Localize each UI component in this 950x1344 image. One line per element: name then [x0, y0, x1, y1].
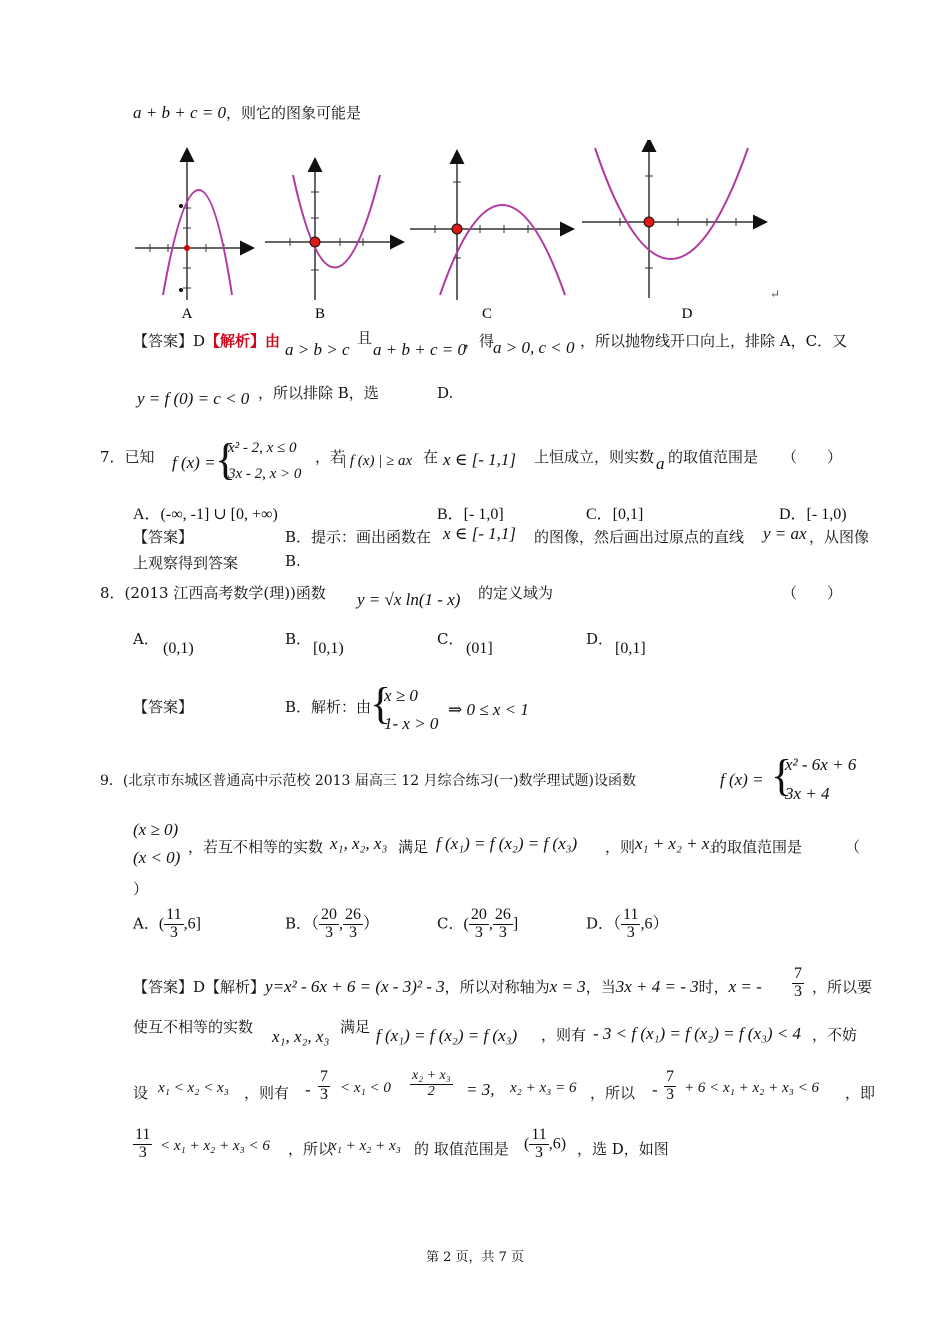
q9-answer-line4e: 的 取值范围是	[414, 1140, 509, 1158]
q9-answer-eq: f (x₁) = f (x₂) = f (x₃)	[376, 1026, 518, 1045]
q9-option-c: C．( $\frac{20}{3}$ , $\frac{26}{3}$ ]	[437, 906, 519, 941]
q9-answer-line2c: ，则有	[541, 1026, 587, 1044]
q9-cond2: (x < 0)	[133, 848, 181, 867]
q9-answer-order: x₁ < x₂ < x₃	[158, 1080, 229, 1096]
q8-rest: 的定义域为	[478, 584, 554, 602]
q7-option-a: A．(-∞, -1] ∪ [0, +∞)	[133, 506, 278, 523]
q7-if: ，若	[315, 448, 346, 466]
q7-answer-tag: 【答案】	[133, 528, 194, 546]
q7-a: a	[656, 454, 665, 473]
q9-vars: x₁, x₂, x₃	[330, 834, 388, 853]
q7-on: 在	[423, 448, 439, 466]
q7-option-c: C．[0,1]	[586, 506, 644, 523]
q9-answer-line1: 【答案】D【解析】y=x² - 6x + 6 = (x - 3)² - 3，所以对称轴为x = 3，当3x + 4 = - 3时，x = -	[133, 977, 762, 996]
q6-final: D.	[437, 384, 454, 402]
q8-func: y = √x ln(1 - x)	[357, 590, 461, 609]
q8-implies: ⇒ 0 ≤ x < 1	[448, 700, 529, 719]
q9-frac-7-3: $\frac{7}{3}$	[794, 965, 802, 1000]
q9-option-b: B．（ $\frac{20}{3}$ , $\frac{26}{3}$ ）	[285, 906, 380, 941]
q8-answer-text: B．解析：由	[285, 698, 372, 716]
q7-answer-mid: 的图像，然后画出过原点的直线	[534, 528, 745, 546]
q9-line2: ，若互不相等的实数	[188, 838, 324, 856]
graph-b	[265, 160, 402, 300]
q6-answer-line1	[133, 330, 280, 351]
q8-case2: 1- x > 0	[384, 714, 439, 733]
answer-tag: 【答案】	[133, 332, 194, 350]
q9-answer-line4b: < x₁ + x₂ + x₃ < 6	[160, 1138, 270, 1154]
q7-answer-line: y = ax	[763, 524, 807, 543]
q8-num: 8．(2013 江西高考数学(理))函数	[100, 584, 326, 602]
intro-line	[133, 102, 361, 123]
q6-rest2: ，所以排除 B，选	[258, 384, 379, 402]
q9-fx: f (x) =	[720, 770, 764, 789]
label-a: A	[181, 306, 193, 322]
q9-line2d: 的取值范围是	[712, 838, 803, 856]
q8-brace: {	[370, 679, 392, 728]
q6-get: ，得	[464, 332, 495, 350]
q9-answer-t4: ，所以要	[812, 978, 873, 996]
label-b: B	[314, 306, 326, 322]
intro-text: ，则它的图象可能是	[225, 104, 361, 122]
q7-num: 7．已知	[100, 448, 155, 466]
q9-cond1: (x ≥ 0)	[133, 820, 179, 839]
q6-m2: a + b + c = 0	[373, 340, 466, 359]
q9-frac-11-3: $\frac{11}{3}$	[135, 1126, 151, 1161]
q9-answer-ineq3b: + 6 < x₁ + x₂ + x₃ < 6	[684, 1080, 819, 1096]
q7-answer-final: B.	[285, 552, 301, 570]
q9-brace: {	[771, 751, 793, 800]
q9-line2b: 满足	[398, 838, 429, 856]
q7-case1: x² - 2, x ≤ 0	[228, 440, 297, 456]
q9-answer-line3b: ，则有	[244, 1084, 290, 1102]
q7-paren: （ ）	[782, 448, 843, 466]
q8-option-c-letter: C．	[437, 630, 464, 648]
q9-line2c: ，则	[605, 838, 636, 856]
answer-option: D	[193, 332, 206, 350]
q9-answer-ineq2b: < x₁ < 0	[340, 1080, 391, 1096]
q9-answer-sum23-eq: = 3,	[466, 1080, 495, 1099]
return-mark: ↵	[770, 287, 781, 301]
q9-case2: 3x + 4	[785, 784, 830, 803]
q6-m1: a > b > c	[285, 340, 350, 359]
q7-answer-line2: 上观察得到答案	[133, 554, 239, 572]
q9-answer-line4f: ，选 D，如图	[577, 1140, 669, 1158]
q6-m4: y = f (0) = c < 0	[137, 389, 250, 408]
q9-answer-ineq2a: -	[305, 1080, 311, 1099]
graph-c	[410, 152, 572, 300]
q8-option-a-val: (0,1)	[163, 640, 194, 657]
q9-answer-ineq3a: -	[652, 1080, 658, 1099]
page-footer: 第 2 页，共 7 页	[425, 1250, 525, 1265]
q7-range: x ∈ [- 1,1]	[443, 450, 517, 469]
q9-answer-line4c: ，所以	[288, 1140, 334, 1158]
q9-paren-close: ）	[133, 880, 149, 898]
q8-option-b-val: [0,1)	[313, 640, 344, 657]
q9-answer-tag: 【答案】D【解析】	[133, 978, 266, 996]
q9-answer-vars: x₁, x₂, x₃	[272, 1027, 330, 1046]
q9-paren-open: （	[845, 838, 861, 856]
q6-m3: a > 0, c < 0	[493, 338, 575, 357]
q9-answer-line2a: 使互不相等的实数	[133, 1018, 254, 1036]
q9-option-a: A．( $\frac{11}{3}$ ,6]	[133, 906, 201, 941]
q9-case1: x² - 6x + 6	[785, 755, 857, 774]
q9-answer-sum23: x₂ + x₃ = 6	[510, 1080, 577, 1096]
q9-num: 9．(北京市东城区普通高中示范校 2013 届高三 12 月综合练习(一)数学理试题)设函数	[100, 773, 636, 789]
q7-option-b: B．[- 1,0]	[437, 506, 504, 523]
q9-answer-line2d: ，不妨	[812, 1026, 858, 1044]
q9-frac-7-3b: $\frac{7}{3}$	[320, 1068, 328, 1103]
q9-answer-line2b: 满足	[340, 1018, 371, 1036]
label-c: C	[481, 306, 493, 322]
label-d: D	[681, 306, 693, 322]
graph-a	[135, 150, 252, 300]
q9-answer-line4d: x₁ + x₂ + x₃	[330, 1138, 401, 1154]
q7-answer-range: x ∈ [- 1,1]	[443, 524, 517, 543]
q9-answer-ineq: - 3 < f (x₁) = f (x₂) = f (x₃) < 4	[593, 1024, 802, 1043]
analysis-tag: 【解析】由	[205, 332, 281, 350]
q9-frac-7-3c: $\frac{7}{3}$	[666, 1068, 674, 1103]
q7-answer-text: B．提示：画出函数在	[285, 528, 432, 546]
q9-answer-line3d: ，即	[845, 1084, 876, 1102]
q8-option-c-val: (01]	[466, 640, 493, 657]
q7-brace: {	[215, 435, 237, 484]
q6-and: 且	[357, 329, 373, 347]
q9-eq: f (x₁) = f (x₂) = f (x₃)	[436, 834, 578, 853]
q7-option-d: D．[- 1,0)	[779, 506, 847, 523]
q7-cond: | f (x) | ≥ ax	[342, 453, 413, 469]
q6-rest: ，所以抛物线开口向上，排除 A，C．又	[580, 332, 848, 350]
q9-range: ( $\frac{11}{3}$ ,6)	[524, 1126, 567, 1161]
q8-case1: x ≥ 0	[384, 686, 418, 705]
q8-option-a-letter: A．	[133, 630, 159, 648]
q9-answer-line3c: ，所以	[590, 1084, 636, 1102]
q8-answer-tag: 【答案】	[133, 698, 194, 716]
q9-sum: x₁ + x₂ + x₃	[635, 834, 716, 853]
q7-fx: f (x) =	[172, 453, 216, 472]
parabola-options-figure	[130, 140, 790, 325]
q8-option-d-letter: D．	[586, 630, 614, 648]
q7-rest2: 的取值范围是	[668, 448, 759, 466]
q9-frac-sum23: $\frac{\text{x₂ + x₃}}{2}$	[412, 1068, 451, 1099]
q9-answer-line3: 设	[133, 1084, 149, 1102]
q8-option-d-val: [0,1]	[615, 640, 646, 657]
graph-d	[582, 140, 765, 298]
q9-option-d: D．（ $\frac{11}{3}$ ,6）	[586, 906, 669, 941]
q7-answer-end: ，从图像	[809, 528, 870, 546]
intro-math: a + b + c = 0	[133, 103, 226, 122]
q8-option-b-letter: B．	[285, 630, 312, 648]
q7-case2: 3x - 2, x > 0	[228, 466, 302, 482]
q8-paren: （ ）	[782, 584, 843, 602]
q7-rest: 上恒成立，则实数	[534, 448, 655, 466]
